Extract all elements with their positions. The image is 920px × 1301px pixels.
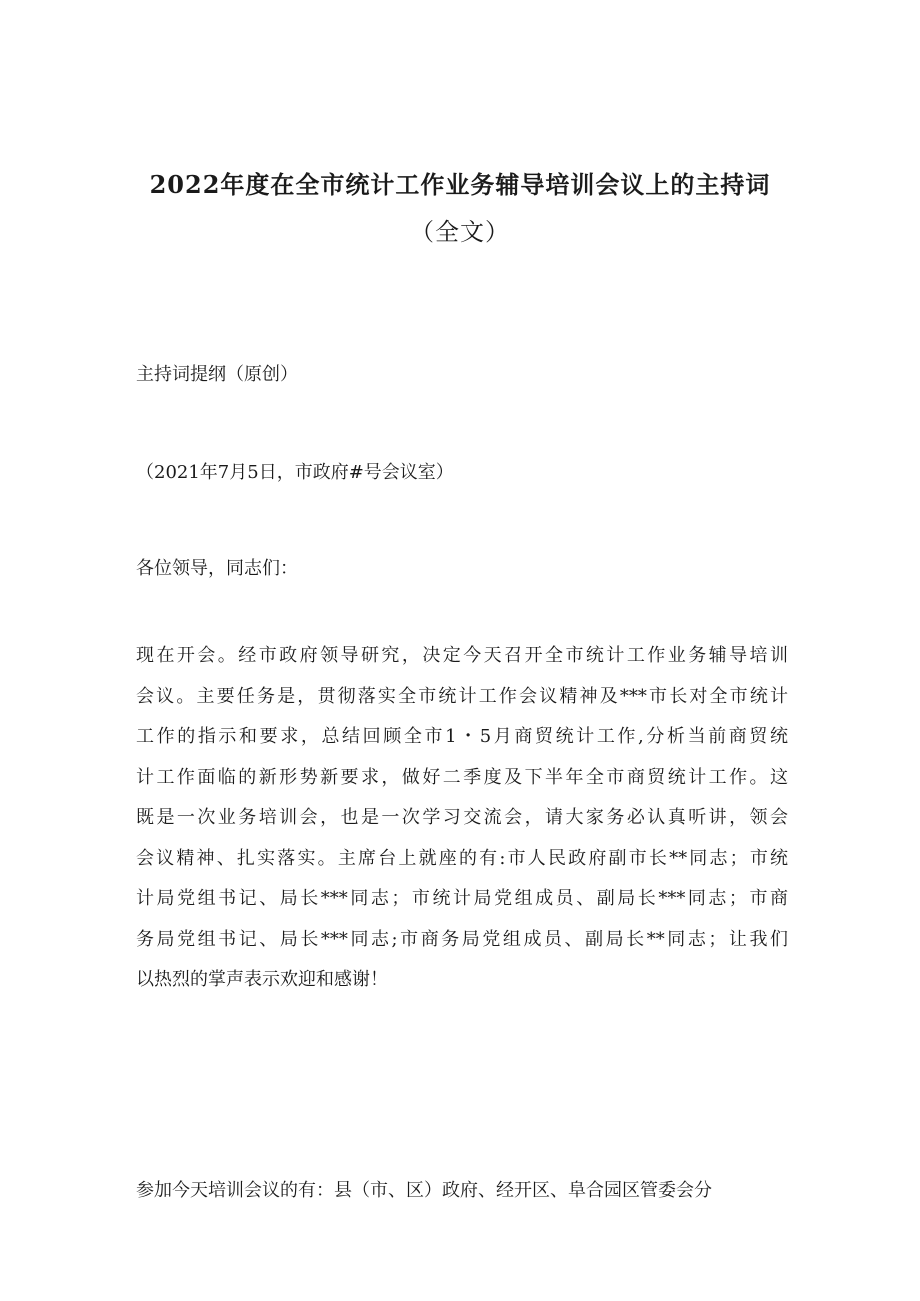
paragraph-line: 会议。主要任务是，贯彻落实全市统计工作会议精神及***市长对全市统计 [136, 685, 788, 707]
document-subtitle: （全文） [410, 218, 510, 246]
paragraph-line: 以热烈的掌声表示欢迎和感谢！ [136, 969, 388, 990]
paragraph-line: 计工作面临的新形势新要求，做好二季度及下半年全市商贸统计工作。这 [136, 766, 788, 788]
date-location-line: （2021年7月5日，市政府#号会议室） [136, 462, 454, 483]
paragraph-line: 工作的指示和要求，总结回顾全市1・5月商贸统计工作,分析当前商贸统 [136, 726, 788, 747]
document-title: 2022年度在全市统计工作业务辅导培训会议上的主持词 [149, 170, 771, 199]
paragraph-line: 会议精神、扎实落实。主席台上就座的有:市人民政府副市长**同志；市统 [136, 847, 788, 869]
paragraph-line: 既是一次业务培训会，也是一次学习交流会，请大家务必认真听讲，领会 [136, 807, 788, 828]
paragraph-line: 现在开会。经市政府领导研究，决定今天召开全市统计工作业务辅导培训 [136, 645, 788, 666]
opening-paragraph [136, 644, 788, 1009]
outline-heading: 主持词提纲（原创） [136, 364, 298, 385]
greeting-line: 各位领导，同志们： [136, 558, 298, 579]
paragraph-line: 计局党组书记、局长***同志；市统计局党组成员、副局长***同志；市商 [136, 888, 788, 909]
paragraph-line: 务局党组书记、局长***同志;市商务局党组成员、副局长**同志；让我们 [136, 928, 788, 950]
attendees-line: 参加今天培训会议的有：县（市、区）政府、经开区、阜合园区管委会分 [136, 1180, 712, 1201]
